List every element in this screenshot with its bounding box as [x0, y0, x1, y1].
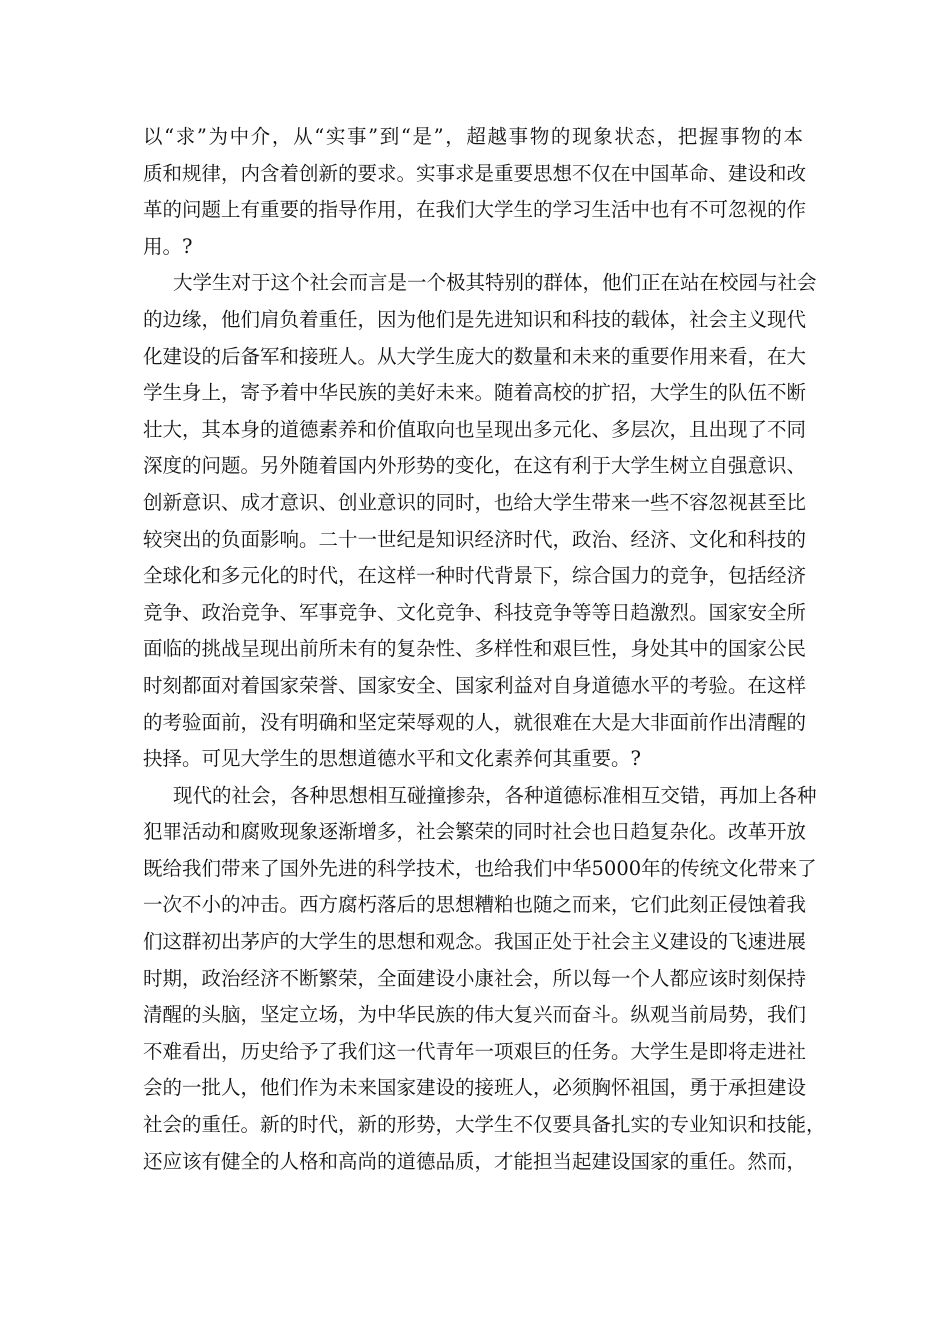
text-line: 时期，政治经济不断繁荣，全面建设小康社会，所以每一个人都应该时刻保持 — [143, 966, 807, 990]
text-line: 既给我们带来了国外先进的科学技术，也给我们中华5000年的传统文化带来了 — [143, 856, 817, 880]
paragraph-1 — [143, 119, 807, 265]
document-body — [143, 119, 826, 1180]
text-line: 学生身上，寄予着中华民族的美好未来。随着高校的扩招，大学生的队伍不断 — [143, 381, 807, 405]
text-line: 全球化和多元化的时代，在这样一种时代背景下，综合国力的竞争，包括经济 — [143, 564, 807, 588]
text-line: 以“求”为中介，从“实事”到“是”，超越事物的现象状态，把握事物的本 — [143, 125, 803, 148]
text-line: 社会的重任。新的时代，新的形势，大学生不仅要具备扎实的专业知识和技能， — [143, 1113, 826, 1137]
text-line: 还应该有健全的人格和高尚的道德品质，才能担当起建设国家的重任。然而， — [143, 1149, 807, 1173]
paragraph-2 — [143, 265, 817, 777]
text-line: 会的一批人，他们作为未来国家建设的接班人，必须胸怀祖国，勇于承担建设 — [143, 1076, 807, 1100]
text-line: 不难看出，历史给予了我们这一代青年一项艰巨的任务。大学生是即将走进社 — [143, 1039, 807, 1063]
text-line: 深度的问题。另外随着国内外形势的变化，在这有利于大学生树立自强意识、 — [143, 454, 807, 478]
text-line: 较突出的负面影响。二十一世纪是知识经济时代，政治、经济、文化和科技的 — [143, 527, 807, 551]
text-line: 一次不小的冲击。西方腐朽落后的思想糟粕也随之而来，它们此刻正侵蚀着我 — [143, 893, 807, 917]
text-line: 质和规律，内含着创新的要求。实事求是重要思想不仅在中国革命、建设和改 — [143, 161, 807, 185]
text-line: 竞争、政治竞争、军事竞争、文化竞争、科技竞争等等日趋激烈。国家安全所 — [143, 600, 807, 624]
text-line: 犯罪活动和腐败现象逐渐增多，社会繁荣的同时社会也日趋复杂化。改革开放 — [143, 820, 807, 844]
text-line: 用。? — [143, 234, 193, 258]
text-line: 们这群初出茅庐的大学生的思想和观念。我国正处于社会主义建设的飞速进展 — [143, 930, 807, 954]
text-line: 创新意识、成才意识、创业意识的同时，也给大学生带来一些不容忽视甚至比 — [143, 490, 807, 514]
text-line: 面临的挑战呈现出前所未有的复杂性、多样性和艰巨性，身处其中的国家公民 — [143, 637, 807, 661]
text-line: 的考验面前，没有明确和坚定荣辱观的人，就很难在大是大非面前作出清醒的 — [143, 710, 807, 734]
text-line: 清醒的头脑，坚定立场，为中华民族的伟大复兴而奋斗。纵观当前局势，我们 — [143, 1003, 807, 1027]
text-line: 革的问题上有重要的指导作用，在我们大学生的学习生活中也有不可忽视的作 — [143, 198, 807, 222]
text-line: 抉择。可见大学生的思想道德水平和文化素养何其重要。? — [143, 747, 641, 771]
text-line: 时刻都面对着国家荣誉、国家安全、国家利益对自身道德水平的考验。在这样 — [143, 673, 807, 697]
text-line: 壮大，其本身的道德素养和价值取向也呈现出多元化、多层次，且出现了不同 — [143, 417, 807, 441]
text-line: 化建设的后备军和接班人。从大学生庞大的数量和未来的重要作用来看，在大 — [143, 344, 807, 368]
paragraph-3 — [143, 778, 826, 1181]
text-line: 现代的社会，各种思想相互碰撞掺杂，各种道德标准相互交错，再加上各种 — [173, 783, 817, 807]
text-line: 大学生对于这个社会而言是一个极其特别的群体，他们正在站在校园与社会 — [173, 271, 817, 295]
text-line: 的边缘，他们肩负着重任，因为他们是先进知识和科技的载体，社会主义现代 — [143, 307, 807, 331]
